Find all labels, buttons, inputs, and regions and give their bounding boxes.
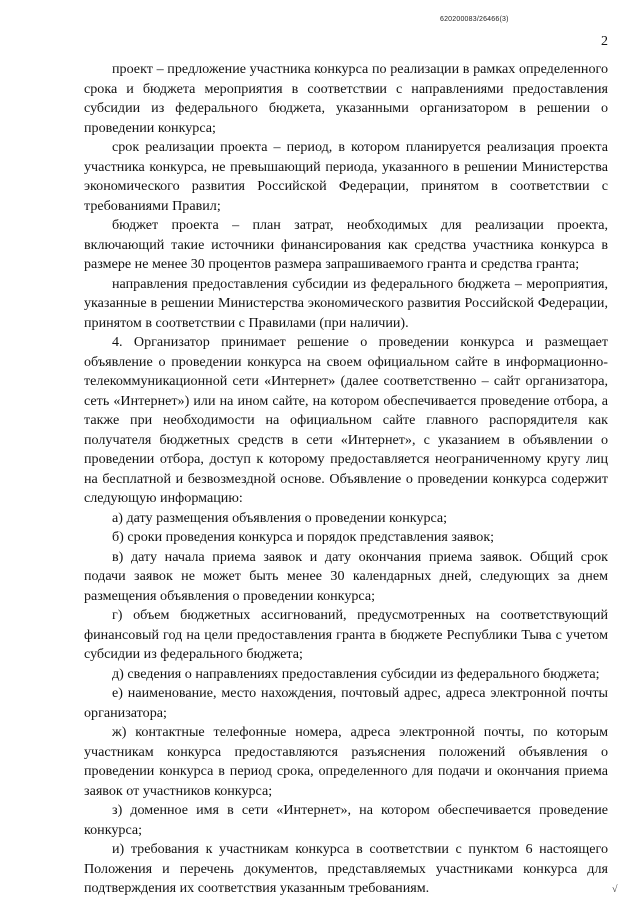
paragraph-project-definition: проект – предложение участника конкурса по реализации в рамках определенного срока и бюджета мероприятия в соответствии с направлениями предоставления субсидии из федерального бюджета, указанными организатором в решении о проведении конкурса; bbox=[84, 61, 608, 136]
list-item-z: з) доменное имя в сети «Интернет», на котором обеспечивается проведение конкурса; bbox=[84, 802, 608, 838]
list-item-v: в) дату начала приема заявок и дату окончания приема заявок. Общий срок подачи заявок не может быть менее 30 календарных дней, следующих за днем размещения объявления о проведении конкурса; bbox=[84, 548, 608, 604]
paragraph-project-budget-definition: бюджет проекта – план затрат, необходимых для реализации проекта, включающий такие источники финансирования как средства участника конкурса в размере не менее 30 процентов размера запрашиваемого гранта и средства гранта; bbox=[84, 217, 608, 272]
list-item-b: б) сроки проведения конкурса и порядок представления заявок; bbox=[112, 529, 495, 545]
paragraph-project-term-definition: срок реализации проекта – период, в котором планируется реализация проекта участника конкурса, не превышающий периода, указанного в решении Министерства экономического развития Российской Федерации, принятом в соответствии с требованиями Правил; bbox=[84, 139, 608, 214]
document-body bbox=[84, 60, 608, 899]
document-code: 620200083/26466(3) bbox=[440, 16, 509, 23]
paragraph-section-4: 4. Организатор принимает решение о проведении конкурса и размещает объявление о проведении конкурса на своем официальном сайте в информационно-телекоммуникационной сети «Интернет» (далее соответственно – сайт организатора, сеть «Интернет») или на ином сайте, на котором обеспечивается проведение отбора, а также при необходимости на официальном сайте главного распорядителя как получателя бюджетных средств в сети «Интернет», с указанием в объявлении о проведении отбора, доступ к которому предоставляется неограниченному кругу лиц на бесплатной и безвозмездной основе. Объявление о проведении конкурса содержит следующую информацию: bbox=[84, 334, 608, 506]
paragraph-subsidy-directions-definition: направления предоставления субсидии из федерального бюджета – мероприятия, указанные в решении Министерства экономического развития Российской Федерации, принятом в соответствии с Правилами (при наличии). bbox=[84, 275, 608, 331]
corner-mark: √ bbox=[612, 884, 618, 895]
list-item-zh: ж) контактные телефонные номера, адреса электронной почты, по которым участникам конкурса предоставляются разъяснения положений объявления о проведении конкурса в период срока, определенного для подачи и окончания приема заявок от участников конкурса; bbox=[84, 724, 608, 799]
list-item-a: а) дату размещения объявления о проведении конкурса; bbox=[112, 509, 448, 526]
list-item-i: и) требования к участникам конкурса в соответствии с пунктом 6 настоящего Положения и перечень документов, представляемых участниками конкурса для подтверждения их соответствия указанным требованиям. bbox=[84, 841, 608, 896]
list-item-d: д) сведения о направлениях предоставления субсидии из федерального бюджета; bbox=[112, 665, 600, 682]
list-item-g: г) объем бюджетных ассигнований, предусмотренных на соответствующий финансовый год на цели предоставления гранта в бюджете Республики Тыва с учетом субсидии из федерального бюджета; bbox=[84, 607, 608, 662]
list-item-e: е) наименование, место нахождения, почтовый адрес, адреса электронной почты организатора; bbox=[84, 685, 608, 721]
page-number: 2 bbox=[601, 34, 608, 49]
